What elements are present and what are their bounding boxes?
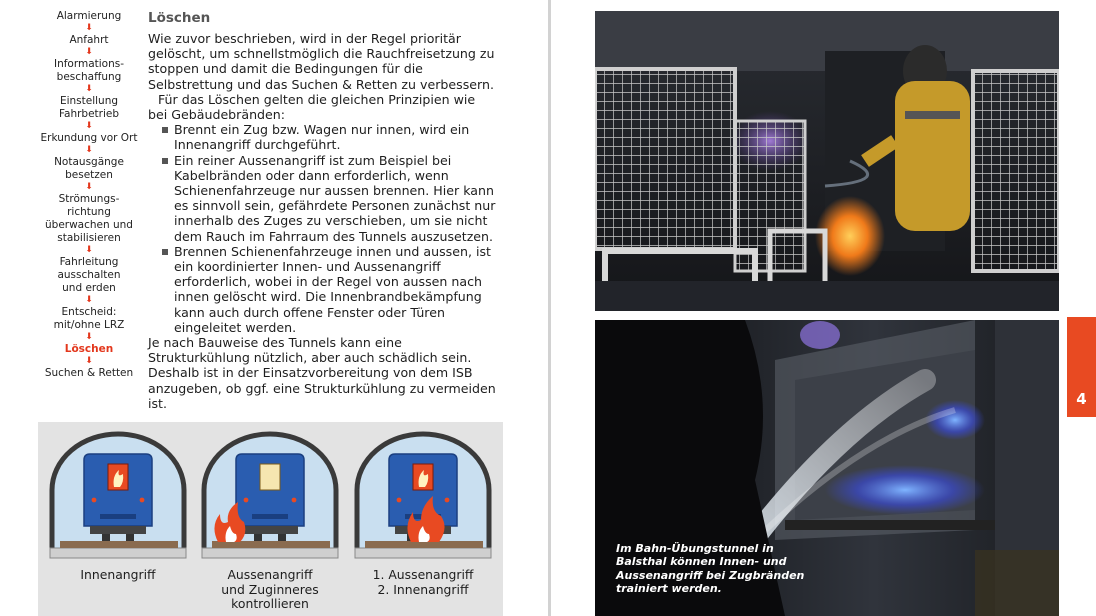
tunnel-floor bbox=[202, 548, 338, 558]
flow-arrow-icon: ⬇ bbox=[85, 332, 93, 342]
chapter-number: 4 bbox=[1076, 390, 1087, 408]
flow-arrow-icon: ⬇ bbox=[85, 23, 93, 33]
chapter-tab bbox=[1067, 317, 1096, 417]
bullet-text: Brennen Schienenfahrzeuge innen und aussen, ist ein koordinierter Innen- und Aussenangriff erforderlich, wobei in der Regel von aussen nach innen gelöscht wird. Die Innenbrandbekämpfung kann auch durch offene Fenster oder Türen eingeleitet werden. bbox=[174, 243, 491, 335]
diagram-caption: Innenangriff bbox=[80, 567, 156, 582]
paragraph-principles: Für das Löschen gelten die gleichen Prinzipien wie bei Gebäudebränden: bbox=[148, 91, 476, 123]
tunnel-diagram-combined-attack bbox=[349, 430, 497, 565]
photo-caption: Im Bahn-Übungstunnel in Balsthal können Innen- und Aussenangriff bei Zugbränden trainiert werden. bbox=[616, 542, 805, 596]
track-bed bbox=[212, 541, 330, 548]
section-heading: Löschen bbox=[148, 10, 211, 26]
section-body bbox=[148, 31, 498, 411]
flow-step: Einstellung Fahrbetrieb bbox=[58, 95, 120, 120]
flow-step: Suchen & Retten bbox=[44, 367, 134, 379]
flow-step: Notausgänge besetzen bbox=[54, 156, 124, 181]
paragraph-intro: Wie zuvor beschrieben, wird in der Regel prioritär gelöscht, um schnellstmöglich die Rauchfreisetzung zu stoppen und damit die Bedingungen für die Selbstrettung und das Suchen & Retten zu verbessern. bbox=[148, 31, 495, 92]
tunnel-diagram-exterior-attack bbox=[196, 430, 344, 565]
diagram-caption: 1. Aussenangriff 2. Innenangriff bbox=[372, 567, 474, 597]
flow-step: Anfahrt bbox=[69, 34, 109, 46]
flow-step: Fahrleitung ausschalten und erden bbox=[57, 256, 121, 294]
bullet-item bbox=[160, 153, 498, 244]
track-bed bbox=[60, 541, 178, 548]
tunnel-floor bbox=[50, 548, 186, 558]
diagram-caption: Aussenangriff und Zuginneres kontrollieren bbox=[221, 567, 319, 611]
flow-arrow-icon: ⬇ bbox=[85, 84, 93, 94]
flow-arrow-icon: ⬇ bbox=[85, 295, 93, 305]
bullet-list bbox=[148, 122, 498, 335]
flow-arrow-icon: ⬇ bbox=[85, 47, 93, 57]
bullet-text: Brennt ein Zug bzw. Wagen nur innen, wird ein Innenangriff durchgeführt. bbox=[174, 122, 470, 153]
bullet-icon bbox=[162, 158, 168, 164]
bullet-icon bbox=[162, 249, 168, 255]
bullet-icon bbox=[162, 127, 168, 133]
flow-step: Alarmierung bbox=[56, 10, 122, 22]
operations-flow-sidebar bbox=[36, 10, 142, 380]
bullet-item bbox=[160, 244, 498, 335]
flow-step: Strömungs- richtung überwachen und stabilisieren bbox=[45, 193, 133, 244]
train-car bbox=[84, 454, 152, 541]
paragraph-structural-cooling: Je nach Bauweise des Tunnels kann eine Strukturkühlung nützlich, aber auch schädlich sein. Deshalb ist in der Einsatzvorbereitung von dem ISB anzugeben, ob ggf. eine Strukturkühlung zu vermeiden ist. bbox=[148, 335, 496, 411]
flow-step: Entscheid: mit/ohne LRZ bbox=[53, 306, 125, 331]
flow-arrow-icon: ⬇ bbox=[85, 121, 93, 131]
bullet-item bbox=[160, 122, 498, 152]
flow-arrow-icon: ⬇ bbox=[85, 145, 93, 155]
photo-firefighter-train-interior bbox=[595, 11, 1059, 311]
train-window bbox=[260, 464, 280, 490]
flow-arrow-icon: ⬇ bbox=[85, 182, 93, 192]
tunnel-diagram-interior-attack bbox=[44, 430, 192, 565]
train-car bbox=[236, 454, 304, 541]
flow-arrow-icon: ⬇ bbox=[85, 245, 93, 255]
flow-step: Informations- beschaffung bbox=[53, 58, 125, 83]
flow-step: Löschen bbox=[64, 343, 114, 355]
flow-step: Erkundung vor Ort bbox=[40, 132, 138, 144]
attack-methods-diagram bbox=[38, 422, 503, 616]
tunnel-floor bbox=[355, 548, 491, 558]
flow-arrow-icon: ⬇ bbox=[85, 356, 93, 366]
track-bed bbox=[365, 541, 483, 548]
bullet-text: Ein reiner Aussenangriff ist zum Beispiel bei Kabelbränden oder dann erforderlich, wenn Schienenfahrzeuge nur aussen brennen. Hier kann es sinnvoll sein, gefährdete Personen zunächst nur innerhalb des Zuges zu verschieben, um sie nicht dem Rauch im Fahrraum des Tunnels auszusetzen. bbox=[174, 152, 496, 244]
